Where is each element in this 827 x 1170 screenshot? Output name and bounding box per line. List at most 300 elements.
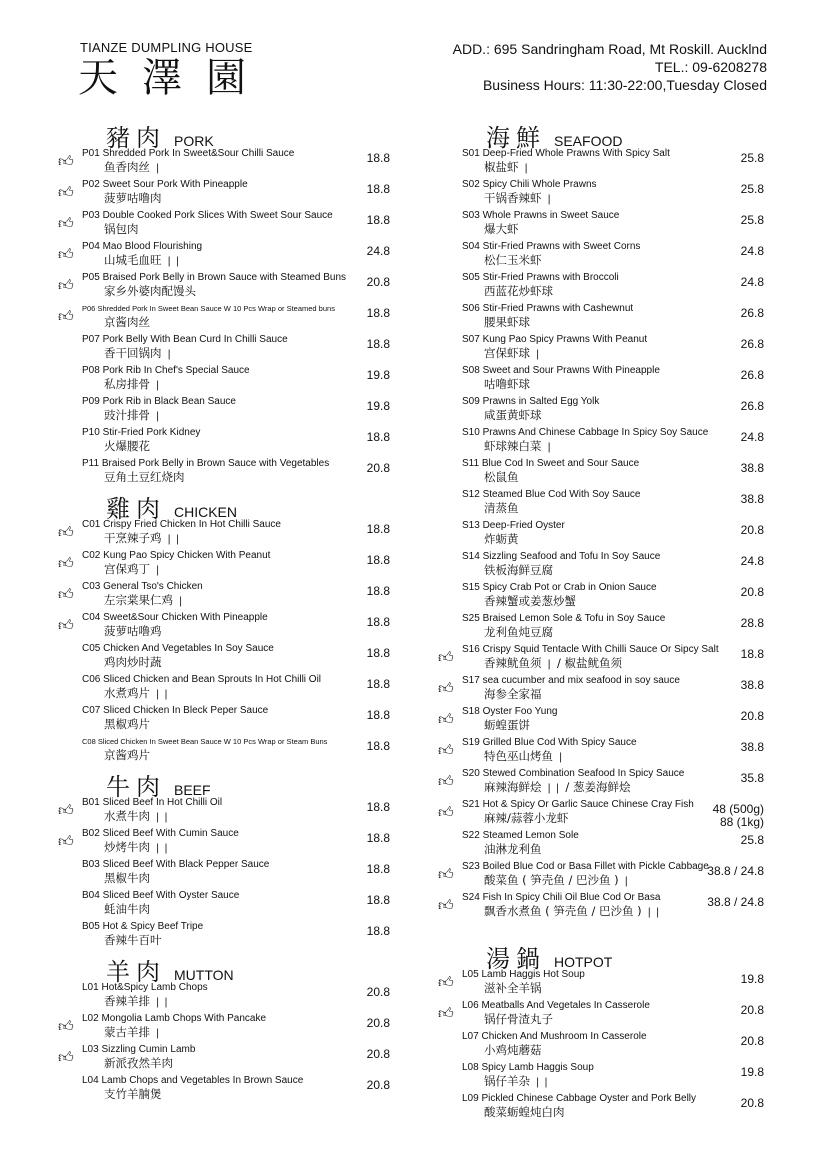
- item-name-chinese: [104, 377, 390, 393]
- item-name-chinese: [484, 625, 770, 640]
- item-chinese-text: 滋补全羊锅: [484, 981, 542, 995]
- item-price: [367, 801, 390, 814]
- item-name-english: [462, 830, 770, 842]
- item-code: S10: [462, 427, 480, 438]
- item-price: [367, 832, 390, 845]
- item-name-english: [82, 859, 390, 871]
- item-name-chinese: [484, 780, 770, 796]
- item-name-chinese: [484, 532, 770, 547]
- item-name-english: [82, 612, 390, 624]
- item-name-english: [82, 581, 390, 593]
- item-name-chinese: [484, 222, 770, 237]
- item-price: [367, 523, 390, 536]
- menu-item: [58, 921, 390, 952]
- thumbs-up-icon: 👍︎: [58, 308, 74, 325]
- menu-item: [58, 241, 390, 272]
- item-price: [741, 524, 764, 537]
- item-english-text: Sizzling Cumin Lamb: [101, 1044, 196, 1055]
- item-name-english: [462, 1000, 770, 1012]
- item-code: C08: [82, 737, 96, 746]
- item-chinese-text: 豉汁排骨: [104, 408, 150, 422]
- item-price: [367, 863, 390, 876]
- menu-item: [58, 890, 390, 921]
- item-name-english: [462, 241, 770, 253]
- item-chinese-text: 香干回锅肉: [104, 346, 162, 360]
- item-english-text: Prawns And Chinese Cabbage In Spicy Soy Sauce: [482, 427, 709, 438]
- item-code: P01: [82, 148, 100, 159]
- item-chinese-text: 干烹辣子鸡: [104, 531, 162, 545]
- thumbs-up-icon: 👍︎: [58, 246, 74, 263]
- item-price: [741, 369, 764, 382]
- item-name-english: [82, 458, 390, 470]
- item-name-english: [462, 1062, 770, 1074]
- item-name-english: [82, 303, 390, 315]
- menu-item: [58, 365, 390, 396]
- item-code: S22: [462, 830, 480, 841]
- thumbs-up-icon: 👍︎: [58, 1018, 74, 1035]
- chili-pepper-icon: ❘: [541, 194, 554, 205]
- item-name-english: [82, 241, 390, 253]
- item-name-english: [462, 272, 770, 284]
- item-price: [741, 973, 764, 986]
- price-value: 20.8: [366, 461, 390, 475]
- section-title-chinese: 湯鍋: [486, 945, 546, 973]
- item-name-chinese: [484, 470, 770, 485]
- price-value: 18.8: [366, 831, 390, 845]
- menu-item: [58, 612, 390, 643]
- item-name-chinese: [104, 1025, 390, 1041]
- item-name-english: [462, 737, 770, 749]
- item-english-text: General Tso's Chicken: [103, 581, 203, 592]
- item-name-chinese: [104, 1056, 390, 1071]
- item-english-text: Shredded Pork In Sweet&Sour Chilli Sauce: [102, 148, 295, 159]
- menu-item: [58, 179, 390, 210]
- item-chinese-text: 家乡外婆肉配馒头: [104, 284, 196, 298]
- item-code: C05: [82, 643, 101, 654]
- item-name-english: [82, 272, 390, 284]
- item-chinese-text: 私房排骨: [104, 377, 150, 391]
- item-price: [367, 585, 390, 598]
- item-price: [741, 1035, 764, 1048]
- chili-pepper-icon: ❘: [161, 349, 174, 360]
- item-name-english: [82, 396, 390, 408]
- item-english-text: Pickled Chinese Cabbage Oyster and Pork Belly: [481, 1093, 697, 1104]
- item-english-text: Lamb Chops and Vegetables In Brown Sauce: [101, 1075, 304, 1086]
- item-price: [741, 462, 764, 475]
- item-name-chinese: [104, 284, 390, 299]
- item-price: [741, 710, 764, 723]
- item-code: P08: [82, 365, 100, 376]
- item-chinese-text: 麻辣海鲜烩: [484, 780, 542, 794]
- item-code: S18: [462, 706, 480, 717]
- menu-section: [58, 767, 390, 952]
- item-english-text: Sliced Chicken and Bean Sprouts In Hot Chilli Oil: [103, 674, 322, 685]
- menu-item: [438, 582, 770, 613]
- item-name-english: [82, 890, 390, 902]
- thumbs-up-icon: 👍︎: [58, 802, 74, 819]
- item-english-text: Braised Lemon Sole & Tofu in Soy Sauce: [482, 613, 666, 624]
- item-english-text: Pork Belly With Bean Curd In Chilli Sauce: [102, 334, 288, 345]
- menu-item: [58, 797, 390, 828]
- item-english-text: Chicken And Vegetables In Soy Sauce: [103, 643, 274, 654]
- item-name-english: [82, 519, 390, 531]
- item-price: [367, 986, 390, 999]
- item-name-chinese: [484, 377, 770, 392]
- item-name-english: [82, 1013, 390, 1025]
- section-title-english: MUTTON: [174, 967, 234, 983]
- item-price: [367, 1017, 390, 1030]
- item-name-chinese: [104, 222, 390, 237]
- item-price: [367, 740, 390, 753]
- chili-pepper-icon: ❘: [518, 163, 531, 174]
- item-chinese-text: 咕噜虾球: [484, 377, 530, 391]
- menu-item: [438, 799, 770, 830]
- menu-item: [438, 613, 770, 644]
- item-chinese-text: 菠萝咕噜肉: [104, 191, 162, 205]
- item-english-text: Stir-Fried Prawns with Cashewnut: [482, 303, 634, 314]
- item-code: P02: [82, 179, 100, 190]
- price-value: 18.8: [366, 615, 390, 629]
- item-chinese-alt: / 椒盐鱿鱼须: [557, 656, 623, 670]
- thumbs-up-icon: 👍︎: [58, 153, 74, 170]
- item-name-chinese: [484, 253, 770, 268]
- price-value: 20.8: [366, 1047, 390, 1061]
- item-code: C02: [82, 550, 101, 561]
- item-name-english: [82, 1075, 390, 1087]
- price-value: 19.8: [740, 1065, 764, 1079]
- price-value: 18.8: [366, 584, 390, 598]
- item-name-english: [462, 396, 770, 408]
- menu-item: [58, 1075, 390, 1106]
- item-name-chinese: [104, 686, 390, 702]
- menu-item: [438, 365, 770, 396]
- menu-item: [58, 859, 390, 890]
- menu-item: [438, 737, 770, 768]
- chili-pepper-icon: ❘: [150, 1028, 162, 1039]
- item-chinese-text: 酸菜鱼 ( 笋壳鱼 / 巴沙鱼 ): [484, 873, 619, 887]
- menu-item: [58, 519, 390, 550]
- item-name-english: [462, 210, 770, 222]
- item-code: S04: [462, 241, 480, 252]
- price-value: 18.8: [366, 800, 390, 814]
- item-name-chinese: [104, 840, 390, 856]
- item-price: [367, 616, 390, 629]
- item-english-text: Double Cooked Pork Slices With Sweet Sour Sauce: [102, 210, 333, 221]
- price-value: 38.8: [740, 678, 764, 692]
- item-name-english: [462, 551, 770, 563]
- item-code: L05: [462, 969, 479, 980]
- item-code: C03: [82, 581, 101, 592]
- item-english-text: Mongolia Lamb Chops With Pancake: [101, 1013, 266, 1024]
- item-chinese-text: 咸蛋黄虾球: [484, 408, 542, 422]
- menu-item: [438, 644, 770, 675]
- item-chinese-text: 爆大虾: [484, 222, 519, 236]
- item-chinese-text: 锅包肉: [104, 222, 139, 236]
- item-english-text: Meatballs And Vegetales In Casserole: [481, 1000, 650, 1011]
- item-price: [367, 554, 390, 567]
- item-english-text: Sliced Chicken In Bleck Peper Sauce: [103, 705, 269, 716]
- menu-item: [58, 982, 390, 1013]
- price-value: 19.8: [366, 399, 390, 413]
- item-english-text: Stir-Fried Pork Kidney: [102, 427, 201, 438]
- menu-item: [438, 303, 770, 334]
- item-code: S25: [462, 613, 480, 624]
- item-code: S15: [462, 582, 480, 593]
- item-english-text: Spicy Lamb Haggis Soup: [481, 1062, 594, 1073]
- item-chinese-text: 油淋龙利鱼: [484, 842, 542, 856]
- menu-item: [58, 643, 390, 674]
- chili-pepper-icon: ❘: [161, 997, 171, 1008]
- price-value: 18.8: [366, 522, 390, 536]
- item-english-text: Spicy Crab Pot or Crab in Onion Sauce: [482, 582, 657, 593]
- price-value: 20.8: [366, 1078, 390, 1092]
- item-price: [367, 183, 390, 196]
- item-name-chinese: [484, 656, 770, 672]
- menu-item: [438, 768, 770, 799]
- menu-section: [58, 118, 390, 489]
- item-name-english: [462, 520, 770, 532]
- item-price: [367, 369, 390, 382]
- menu-item: [438, 179, 770, 210]
- item-name-english: [82, 921, 390, 933]
- item-code: S07: [462, 334, 480, 345]
- menu-item: [438, 830, 770, 861]
- item-price: [741, 648, 764, 661]
- chili-pepper-icon: ❘: [173, 596, 185, 607]
- item-chinese-text: 黑椒牛肉: [104, 871, 150, 885]
- item-code: S21: [462, 799, 480, 810]
- item-name-chinese: [104, 624, 390, 639]
- item-chinese-text: 松鼠鱼: [484, 470, 519, 484]
- section-title-english: HOTPOT: [554, 954, 613, 970]
- item-name-chinese: [104, 933, 390, 948]
- telephone: TEL.: 09-6208278: [654, 59, 767, 75]
- item-chinese-text: 左宗棠果仁鸡: [104, 593, 173, 607]
- thumbs-up-icon: 👍︎: [438, 804, 454, 821]
- menu-item: [438, 396, 770, 427]
- item-price: [741, 741, 764, 754]
- item-code: S05: [462, 272, 480, 283]
- item-code: S16: [462, 644, 480, 655]
- item-english-text: Mao Blood Flourishing: [102, 241, 203, 252]
- menu-item: [438, 272, 770, 303]
- item-name-chinese: [104, 717, 390, 732]
- price-value: 18.8: [366, 182, 390, 196]
- item-code: L04: [82, 1075, 99, 1086]
- item-code: S12: [462, 489, 480, 500]
- item-code: S13: [462, 520, 480, 531]
- item-name-english: [82, 1044, 390, 1056]
- menu-item: [438, 675, 770, 706]
- item-name-chinese: [104, 439, 390, 454]
- section-header: [438, 118, 770, 152]
- price-value: 24.8: [740, 244, 764, 258]
- item-price: [367, 245, 390, 258]
- item-chinese-text: 虾球辣白菜: [484, 439, 542, 453]
- item-name-chinese: [104, 809, 390, 825]
- item-name-chinese: [484, 284, 770, 299]
- item-name-english: [82, 674, 390, 686]
- price-value: 18.8: [366, 862, 390, 876]
- item-name-chinese: [104, 191, 390, 206]
- item-chinese-text: 鱼香肉丝: [104, 160, 150, 174]
- item-name-english: [82, 365, 390, 377]
- section-header: [58, 118, 390, 152]
- section-header: [58, 952, 390, 986]
- price-value: 20.8: [366, 275, 390, 289]
- item-code: S03: [462, 210, 480, 221]
- item-english-text: Sliced Chicken In Sweet Bean Sauce W 10 Pcs Wrap or Steam Buns: [97, 737, 328, 746]
- item-english-text: Boiled Blue Cod or Basa Fillet with Pickle Cabbage: [482, 861, 709, 872]
- item-english-text: Crispy Squid Tentacle With Chilli Sauce Or Sipcy Salt: [482, 644, 719, 655]
- item-chinese-text: 锅仔骨渣丸子: [484, 1012, 553, 1026]
- item-code: B04: [82, 890, 100, 901]
- thumbs-up-icon: 👍︎: [438, 897, 454, 914]
- item-english-text: Deep-Fried Whole Prawns With Spicy Salt: [482, 148, 670, 159]
- item-name-chinese: [104, 160, 390, 176]
- menu-item: [58, 705, 390, 736]
- item-english-text: Prawns in Salted Egg Yolk: [482, 396, 600, 407]
- item-english-text: Whole Prawns in Sweet Sauce: [482, 210, 620, 221]
- item-name-english: [462, 582, 770, 594]
- menu-item: [438, 334, 770, 365]
- item-name-chinese: [484, 191, 770, 207]
- menu-item: [438, 1062, 770, 1093]
- item-chinese-text: 豆角土豆红烧肉: [104, 470, 185, 484]
- item-english-text: Stir-Fried Prawns with Broccoli: [482, 272, 619, 283]
- menu-item: [438, 706, 770, 737]
- item-name-english: [82, 210, 390, 222]
- price-value: 38.8: [740, 492, 764, 506]
- item-chinese-text: 椒盐虾: [484, 160, 519, 174]
- section-title-english: SEAFOOD: [554, 133, 623, 149]
- section-title-english: CHICKEN: [174, 504, 238, 520]
- section-title-chinese: 雞肉: [106, 495, 166, 523]
- item-chinese-text: 火爆腰花: [104, 439, 150, 453]
- section-title-chinese: 豬肉: [106, 124, 166, 152]
- price-value: 20.8: [740, 1034, 764, 1048]
- item-name-chinese: [104, 748, 390, 763]
- item-english-text: Sizzling Seafood and Tofu In Soy Sauce: [482, 551, 661, 562]
- item-chinese-alt: / 葱姜海鲜烩: [565, 780, 631, 794]
- item-name-english: [462, 768, 770, 780]
- price-value: 25.8: [740, 833, 764, 847]
- item-code: C06: [82, 674, 101, 685]
- menu-item: [438, 210, 770, 241]
- price-value: 26.8: [740, 337, 764, 351]
- item-english-text: Stir-Fried Prawns with Sweet Corns: [482, 241, 641, 252]
- item-price: [367, 1079, 390, 1092]
- item-name-chinese: [484, 1043, 770, 1058]
- price-value: 24.8: [740, 275, 764, 289]
- chili-pepper-icon: ❘: [553, 783, 562, 794]
- item-name-chinese: [104, 994, 390, 1010]
- item-price: [741, 617, 764, 630]
- price-value: 28.8: [740, 616, 764, 630]
- item-chinese-text: 蛎蝗蛋饼: [484, 718, 530, 732]
- item-name-english: [462, 334, 770, 346]
- item-code: P07: [82, 334, 100, 345]
- item-chinese-text: 小鸡炖蘑菇: [484, 1043, 542, 1057]
- section-title-chinese: 牛肉: [106, 773, 166, 801]
- item-english-text: Sliced Beef In Hot Chilli Oil: [102, 797, 223, 808]
- item-name-english: [462, 303, 770, 315]
- price-value: 18.8: [366, 708, 390, 722]
- item-price: [707, 896, 764, 909]
- menu-item: [58, 303, 390, 334]
- item-price: [367, 894, 390, 907]
- price-value: 20.8: [740, 1096, 764, 1110]
- chili-pepper-icon: ❘: [150, 812, 162, 823]
- item-chinese-text: 菠萝咕噜鸡: [104, 624, 162, 638]
- chili-pepper-icon: ❘: [161, 534, 174, 545]
- menu-item: [438, 551, 770, 582]
- price-value: 48 (500g): [712, 802, 764, 816]
- menu-item: [58, 550, 390, 581]
- item-name-english: [462, 1093, 770, 1105]
- item-name-chinese: [104, 1087, 390, 1102]
- price-value: 25.8: [740, 213, 764, 227]
- item-price: [367, 152, 390, 165]
- price-value: 38.8: [740, 740, 764, 754]
- item-name-english: [82, 179, 390, 191]
- menu-column-left: [58, 118, 390, 1106]
- item-code: B03: [82, 859, 100, 870]
- menu-item: [438, 520, 770, 551]
- item-chinese-text: 京酱鸡片: [104, 748, 150, 762]
- section-title-chinese: 羊肉: [106, 958, 166, 986]
- item-name-english: [82, 736, 390, 748]
- item-english-text: Pork Rib In Chef's Special Sauce: [102, 365, 250, 376]
- item-name-chinese: [104, 470, 390, 485]
- item-chinese-text: 炸蛎黄: [484, 532, 519, 546]
- contact-info: [453, 40, 767, 94]
- item-name-english: [462, 458, 770, 470]
- thumbs-up-icon: 👍︎: [58, 833, 74, 850]
- item-chinese-text: 支竹羊腩煲: [104, 1087, 162, 1101]
- item-name-chinese: [104, 593, 390, 609]
- item-code: S24: [462, 892, 480, 903]
- chili-pepper-icon: ❘: [618, 876, 631, 887]
- brand-name-chinese: 天澤園: [78, 55, 270, 101]
- item-english-text: Hot&Spicy Lamb Chops: [101, 982, 208, 993]
- chili-pepper-icon: ❘: [541, 1077, 551, 1088]
- item-chinese-text: 香辣蟹或姜葱炒蟹: [484, 594, 576, 608]
- item-name-english: [82, 334, 390, 346]
- item-price: [741, 276, 764, 289]
- item-english-text: Stewed Combination Seafood In Spicy Sauce: [482, 768, 685, 779]
- item-code: P04: [82, 241, 100, 252]
- price-value: 25.8: [740, 151, 764, 165]
- item-code: P05: [82, 272, 100, 283]
- price-value: 24.8: [740, 430, 764, 444]
- price-value: 18.8: [366, 213, 390, 227]
- item-price: [741, 400, 764, 413]
- menu-item: [438, 969, 770, 1000]
- price-value: 24.8: [366, 244, 390, 258]
- item-code: S17: [462, 675, 480, 686]
- menu-item: [438, 892, 770, 923]
- item-price: [741, 493, 764, 506]
- item-code: B01: [82, 797, 100, 808]
- item-name-english: [462, 706, 770, 718]
- item-english-text: Kung Pao Spicy Chicken With Peanut: [103, 550, 271, 561]
- menu-section: [58, 489, 390, 767]
- item-name-chinese: [104, 408, 390, 424]
- chili-pepper-icon: ❘: [530, 349, 542, 360]
- item-code: L08: [462, 1062, 479, 1073]
- menu-item: [438, 1000, 770, 1031]
